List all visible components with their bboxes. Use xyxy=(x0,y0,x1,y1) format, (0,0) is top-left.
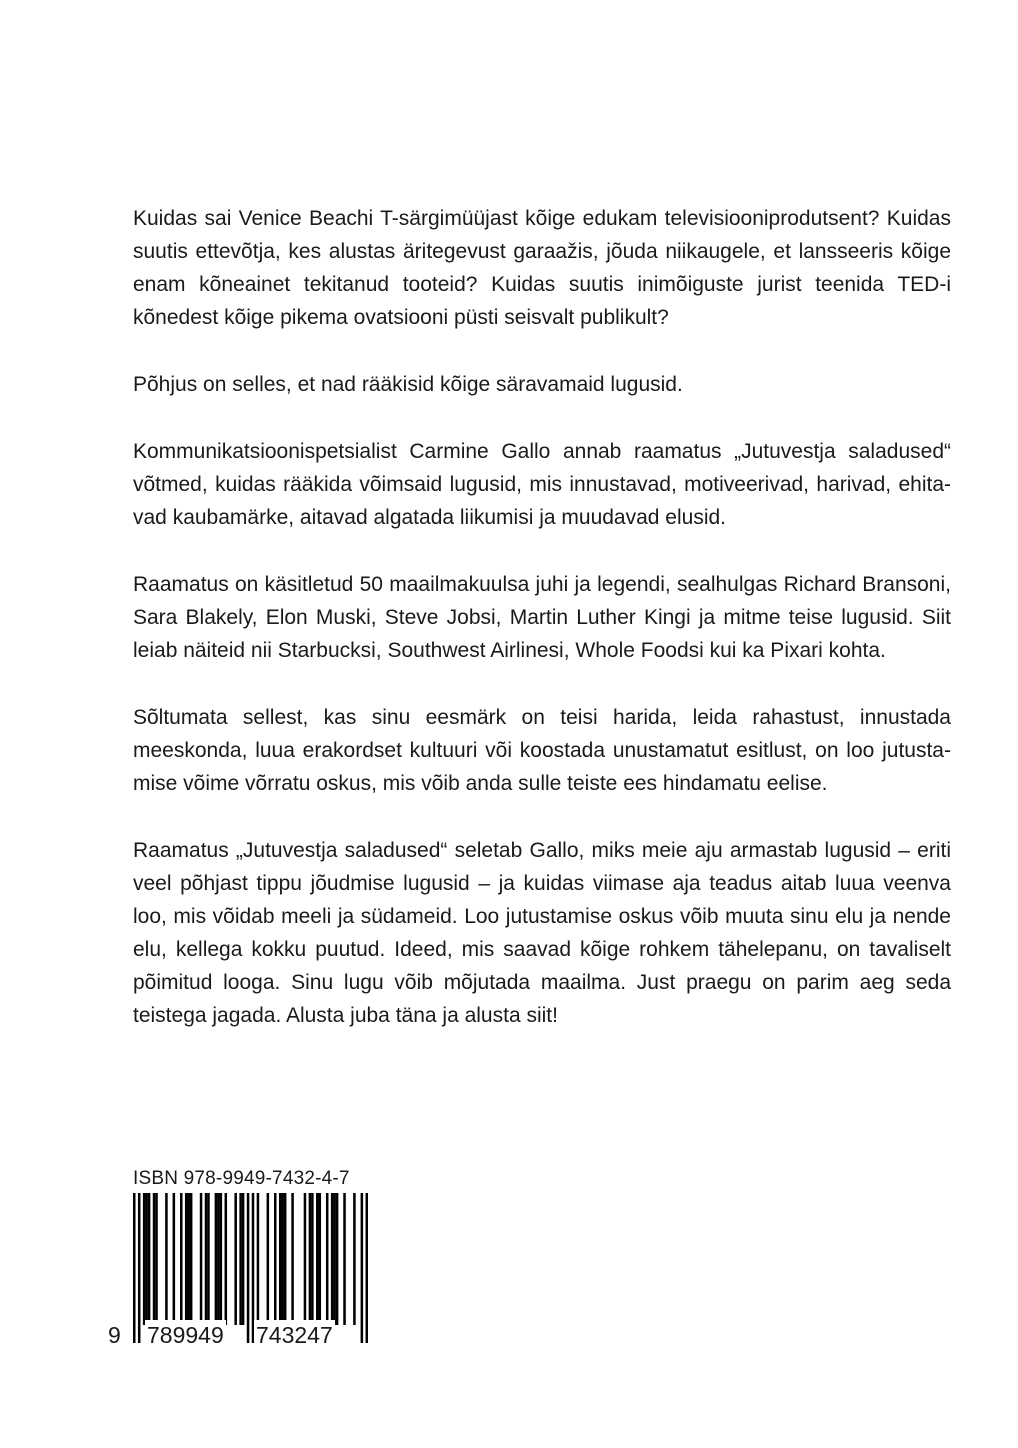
barcode-bar xyxy=(257,1193,260,1325)
barcode-guard-bar xyxy=(138,1193,141,1343)
barcode-bar xyxy=(185,1193,188,1325)
barcode-bar xyxy=(180,1193,183,1325)
barcode-bar xyxy=(336,1193,339,1325)
barcode-bar xyxy=(304,1193,307,1325)
barcode-bar xyxy=(220,1193,223,1325)
barcode-bar xyxy=(279,1193,282,1325)
blurb-paragraph: Kuidas sai Venice Beachi T-särgimüüjast kõige edukam televisiooniprodutsent? Kuidas suutis ettevõtja, kes alustas äritegevust garaažis, jõuda niikaugele, et lansseeris kõige enam kõneainet tekitanud tooteid? Kuidas suutis inimõiguste jurist teenida TED-i kõnedest kõige pikema ovatsiooni püsti seisvalt publikult? xyxy=(133,207,951,329)
blurb-text xyxy=(133,202,951,1066)
barcode-digits-right: 743247 xyxy=(256,1322,333,1348)
barcode-guard-bar xyxy=(133,1193,136,1343)
barcode-bar xyxy=(353,1193,356,1325)
barcode-bar xyxy=(207,1193,210,1325)
barcode-bar xyxy=(190,1193,193,1325)
barcode-bar xyxy=(148,1193,151,1325)
barcode-bar xyxy=(333,1193,336,1325)
barcode-bar xyxy=(153,1193,156,1325)
barcode-bar xyxy=(205,1193,208,1325)
barcode-bar xyxy=(242,1193,245,1325)
barcode-bar xyxy=(281,1193,284,1325)
blurb-paragraph: Raamatus „Jutuvestja saladused“ seletab Gallo, miks meie aju armastab lugusid – eriti veel põhjast tippu jõudmise lugusid – ja kuidas viimase aja teadus aitab luua veenva loo, mis võidab meeli ja südameid. Loo jutustamise oskus võib muuta sinu elu ja nende elu, kellega kokku puutud. Ideed, mis saavad kõige rohkem tähelepanu, on tavaliselt põimitud looga. Sinu lugu võib mõjutada maailma. Just praegu on parim aeg seda teistega jagada. Alusta juba täna ja alusta siit! xyxy=(133,839,951,1027)
barcode-bar xyxy=(239,1193,242,1325)
blurb-paragraph: Raamatus on käsitletud 50 maailmakuulsa juhi ja legendi, sealhulgas Richard Bransoni, Sara Blakely, Elon Muski, Steve Jobsi, Martin Luther Kingi ja mitme teise lugusid. Siit leiab näiteid nii Starbucksi, Southwest Airlinesi, Whole Foodsi kui ka Pixari kohta. xyxy=(133,573,951,662)
barcode-bar xyxy=(217,1193,220,1325)
isbn-barcode-block xyxy=(108,1168,368,1368)
barcode-bar xyxy=(225,1193,228,1325)
isbn-label: ISBN 978-9949-7432-4-7 xyxy=(133,1168,350,1189)
barcode-bar xyxy=(145,1193,148,1325)
barcode-bar xyxy=(215,1193,218,1325)
barcode-bar xyxy=(319,1193,322,1325)
blurb-paragraph: Sõltumata sellest, kas sinu eesmärk on teisi harida, leida rahastust, innustada meeskonda, luua erakordset kultuuri või koostada unustamatut esitlust, on loo jutustamise võime võrratu oskus, mis võib anda sulle teiste ees hindamatu eelise. xyxy=(133,706,951,795)
barcode-digit-lead: 9 xyxy=(108,1322,121,1348)
barcode-bar xyxy=(311,1193,314,1325)
barcode-digits-left: 789949 xyxy=(147,1322,224,1348)
barcode-bar xyxy=(187,1193,190,1325)
barcode-bar xyxy=(274,1193,277,1325)
barcode-bar xyxy=(200,1193,203,1325)
barcode-bar xyxy=(326,1193,329,1325)
barcode-bar xyxy=(155,1193,158,1325)
barcode-bar xyxy=(309,1193,312,1325)
barcode-bar xyxy=(331,1193,334,1325)
barcode-bar xyxy=(267,1193,270,1325)
barcode-guard-bar xyxy=(366,1193,368,1343)
barcode-bar xyxy=(291,1193,294,1325)
barcode-bar xyxy=(143,1193,146,1325)
blurb-paragraph: Põhjus on selles, et nad rääkisid kõige säravamaid lugusid. xyxy=(133,373,683,396)
barcode-bar xyxy=(343,1193,346,1325)
barcode-bar xyxy=(173,1193,176,1325)
barcode-guard-bar xyxy=(247,1193,250,1343)
barcode-bar xyxy=(284,1193,287,1325)
barcode-bar xyxy=(316,1193,319,1325)
barcode-bar xyxy=(165,1193,168,1325)
blurb-paragraph: Kommunikatsioonispetsialist Carmine Gallo annab raamatus „Jutuvestja saladused“ võtmed, kuidas rääkida võimsaid lugusid, mis innustavad, motiveerivad, harivad, ehitavad kaubamärke, aitavad algatada liikumisi ja muudavad elusid. xyxy=(133,440,951,529)
barcode-bar xyxy=(234,1193,237,1325)
barcode-guard-bar xyxy=(361,1193,364,1343)
